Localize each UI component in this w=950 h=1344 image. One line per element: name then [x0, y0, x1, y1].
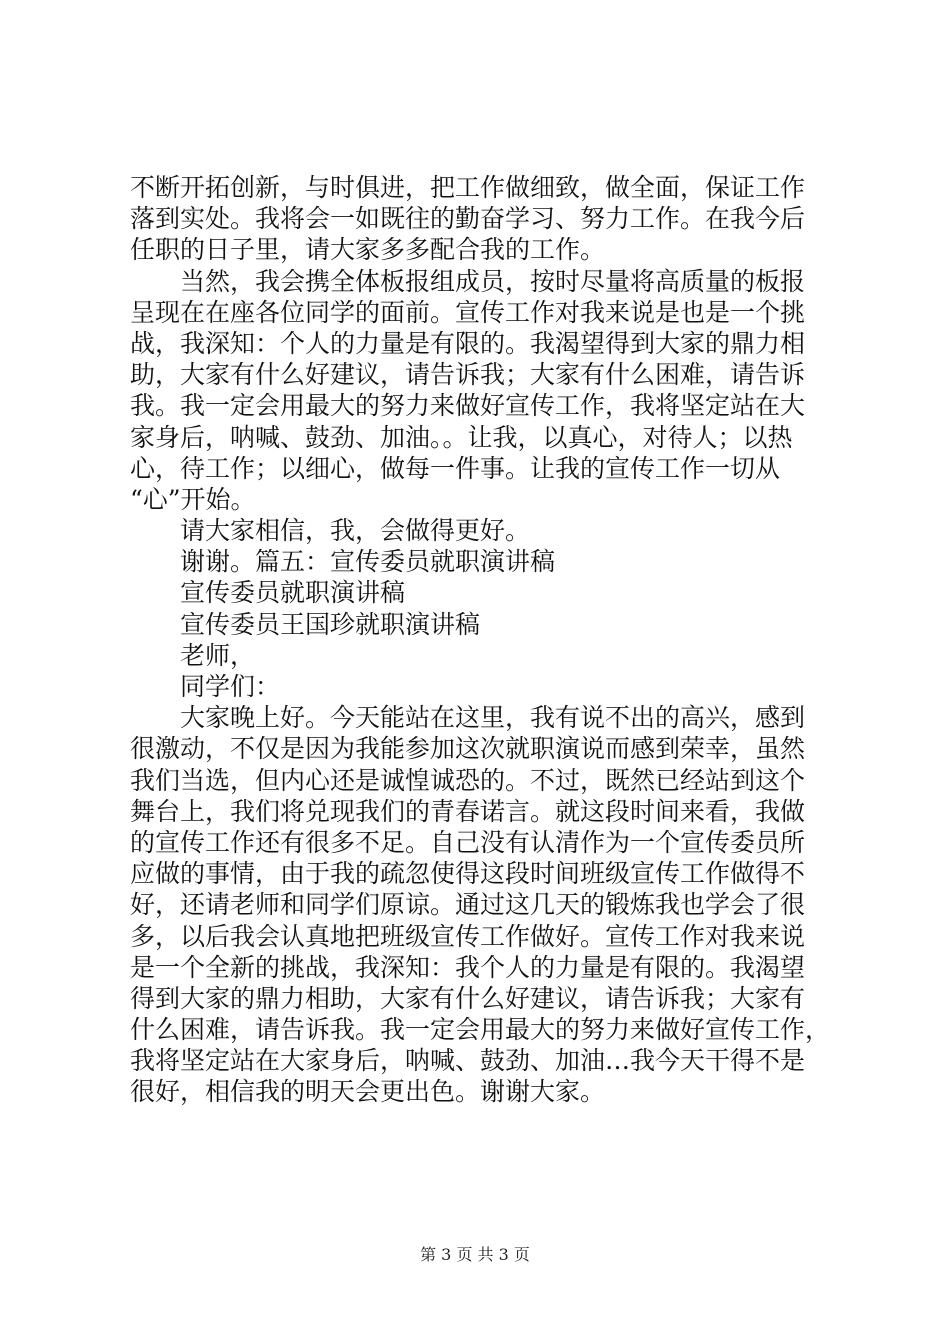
text-line: 是一个全新的挑战，我深知：我个人的力量是有限的。我渴望 — [130, 952, 806, 982]
text-line: 同学们： — [180, 672, 281, 701]
text-line: 战，我深知：个人的力量是有限的。我渴望得到大家的鼎力相 — [130, 328, 806, 358]
text-line: 舞台上，我们将兑现我们的青春诺言。就这段时间来看，我做 — [130, 796, 806, 826]
text-line: 多，以后我会认真地把班级宣传工作做好。宣传工作对我来说 — [130, 921, 806, 951]
page-footer: 第 3 页 共 3 页 — [420, 1245, 530, 1264]
text-line: 好，还请老师和同学们原谅。通过这几天的锻炼我也学会了很 — [130, 890, 806, 920]
text-line: 很好，相信我的明天会更出色。谢谢大家。 — [130, 1077, 606, 1107]
text-line: 请大家相信，我，会做得更好。 — [180, 516, 531, 546]
text-line: 助，大家有什么好建议，请告诉我；大家有什么困难，请告诉 — [130, 360, 806, 390]
text-line: 宣传委员就职演讲稿 — [180, 578, 406, 608]
document-body — [130, 172, 830, 1108]
text-line: 得到大家的鼎力相助，大家有什么好建议，请告诉我；大家有 — [130, 983, 806, 1013]
text-line: 任职的日子里，请大家多多配合我的工作。 — [130, 235, 606, 265]
text-line: 心，待工作；以细心，做每一件事。让我的宣传工作一切从 — [130, 453, 781, 483]
text-line: 不断开拓创新，与时俱进，把工作做细致，做全面，保证工作 — [130, 173, 806, 202]
text-line: 我将坚定站在大家身后，呐喊、鼓劲、加油…我今天干得不是 — [130, 1046, 806, 1076]
text-line: 谢谢。篇五：宣传委员就职演讲稿 — [180, 547, 556, 577]
text-line: 的宣传工作还有很多不足。自己没有认清作为一个宣传委员所 — [130, 827, 806, 857]
text-line: 落到实处。我将会一如既往的勤奋学习、努力工作。在我今后 — [130, 204, 806, 234]
text-line: 我。我一定会用最大的努力来做好宣传工作，我将坚定站在大 — [130, 391, 806, 421]
text-line: 宣传委员王国珍就职演讲稿 — [180, 609, 481, 639]
text-line: 家身后，呐喊、鼓劲、加油。。让我，以真心，对待人；以热 — [130, 422, 793, 452]
text-line: 老师， — [180, 640, 256, 670]
text-line: 当然，我会携全体板报组成员，按时尽量将高质量的板报 — [180, 266, 806, 296]
text-line: “心”开始。 — [130, 484, 256, 514]
text-line: 应做的事情，由于我的疏忽使得这段时间班级宣传工作做得不 — [130, 859, 806, 889]
text-line: 我们当选，但内心还是诚惶诚恐的。不过，既然已经站到这个 — [130, 765, 806, 795]
text-line: 很激动，不仅是因为我能参加这次就职演说而感到荣幸，虽然 — [130, 734, 806, 764]
text-line: 什么困难，请告诉我。我一定会用最大的努力来做好宣传工作， — [130, 1015, 831, 1045]
text-line: 呈现在在座各位同学的面前。宣传工作对我来说是也是一个挑 — [130, 297, 806, 327]
text-line: 大家晚上好。今天能站在这里，我有说不出的高兴，感到 — [180, 703, 806, 733]
